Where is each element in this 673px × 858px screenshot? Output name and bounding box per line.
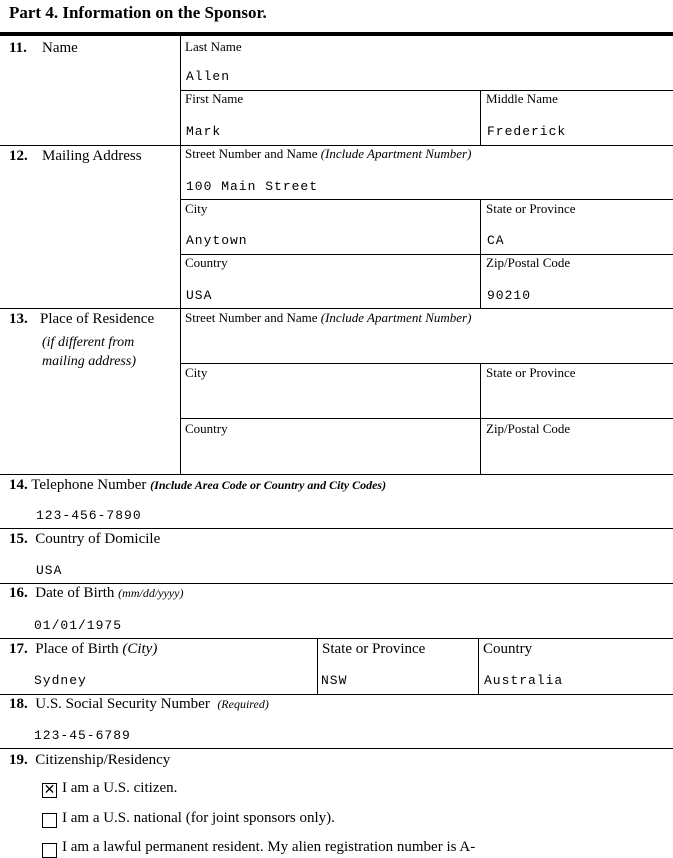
- mailing-state-field[interactable]: CA: [487, 233, 505, 248]
- first-name-label: First Name: [185, 91, 244, 106]
- middle-name-label: Middle Name: [486, 91, 558, 106]
- row-rule: [180, 254, 673, 255]
- section-rule: [0, 528, 673, 529]
- row-rule: [180, 199, 673, 200]
- birth-country-label: Country: [483, 641, 533, 657]
- mailing-street-label: Street Number and Name (Include Apartment Number): [185, 146, 472, 161]
- row-rule: [180, 363, 673, 364]
- s13-subnote-2: mailing address): [42, 354, 136, 369]
- us-national-label: I am a U.S. national (for joint sponsors only).: [62, 810, 335, 826]
- residence-state-field[interactable]: [481, 382, 672, 417]
- residence-zip-label: Zip/Postal Code: [486, 421, 571, 436]
- residence-country-label: Country: [185, 421, 228, 436]
- last-name-field[interactable]: Allen: [186, 69, 231, 84]
- mailing-country-label: Country: [185, 255, 228, 270]
- cell-divider: [317, 638, 318, 694]
- s15-label: 15. Country of Domicile: [9, 531, 161, 547]
- mailing-city-field[interactable]: Anytown: [186, 233, 248, 248]
- permanent-resident-checkbox[interactable]: [42, 843, 57, 858]
- residence-zip-field[interactable]: [481, 438, 672, 474]
- section-rule: [0, 748, 673, 749]
- us-citizen-checkbox[interactable]: ✕: [43, 782, 56, 798]
- s16-label: 16. Date of Birth (mm/dd/yyyy): [9, 585, 184, 601]
- residence-country-field[interactable]: [181, 438, 479, 474]
- section-rule: [0, 583, 673, 584]
- birth-city-field[interactable]: Sydney: [34, 673, 87, 688]
- birth-country-field[interactable]: Australia: [484, 673, 564, 688]
- s13-number: 13.: [9, 311, 28, 327]
- row-rule: [180, 90, 673, 91]
- s14-label: 14. Telephone Number (Include Area Code or Country and City Codes): [9, 477, 387, 493]
- residence-city-field[interactable]: [181, 382, 479, 417]
- birth-state-field[interactable]: NSW: [321, 673, 348, 688]
- row-rule: [180, 418, 673, 419]
- us-national-checkbox[interactable]: [42, 813, 57, 828]
- mailing-state-label: State or Province: [486, 201, 576, 216]
- mailing-street-field[interactable]: 100 Main Street: [186, 179, 319, 194]
- ssn-field[interactable]: 123-45-6789: [34, 728, 131, 743]
- residence-state-label: State or Province: [486, 365, 576, 380]
- residence-street-label: Street Number and Name (Include Apartment Number): [185, 310, 472, 325]
- s17-label: 17. Place of Birth (City): [9, 641, 158, 657]
- section-rule: [0, 638, 673, 639]
- mailing-city-label: City: [185, 201, 208, 216]
- us-citizen-label: I am a U.S. citizen.: [62, 780, 178, 796]
- mailing-zip-field[interactable]: 90210: [487, 288, 532, 303]
- mailing-country-field[interactable]: USA: [186, 288, 213, 303]
- s11-label: Name: [42, 40, 78, 56]
- cell-divider: [480, 90, 481, 145]
- telephone-field[interactable]: 123-456-7890: [36, 508, 142, 523]
- birth-state-label: State or Province: [322, 641, 426, 657]
- last-name-label: Last Name: [185, 39, 242, 54]
- s11-number: 11.: [9, 40, 27, 56]
- s18-label: 18. U.S. Social Security Number (Required): [9, 696, 269, 712]
- cell-divider: [478, 638, 479, 694]
- first-name-field[interactable]: Mark: [186, 124, 222, 139]
- residence-street-field[interactable]: [181, 328, 672, 362]
- s12-number: 12.: [9, 148, 28, 164]
- permanent-resident-label: I am a lawful permanent resident. My alien registration number is A-: [62, 839, 476, 855]
- part-title: Part 4. Information on the Sponsor.: [9, 3, 267, 22]
- residence-city-label: City: [185, 365, 208, 380]
- mailing-zip-label: Zip/Postal Code: [486, 255, 571, 270]
- section-rule: [0, 308, 673, 309]
- section-rule: [0, 474, 673, 475]
- s13-label: Place of Residence: [40, 311, 155, 327]
- title-rule: [0, 32, 673, 36]
- section-rule: [0, 694, 673, 695]
- middle-name-field[interactable]: Frederick: [487, 124, 567, 139]
- s12-label: Mailing Address: [42, 148, 142, 164]
- domicile-field[interactable]: USA: [36, 563, 63, 578]
- s13-subnote-1: (if different from: [42, 335, 135, 350]
- dob-field[interactable]: 01/01/1975: [34, 618, 123, 633]
- s19-label: 19. Citizenship/Residency: [9, 752, 171, 768]
